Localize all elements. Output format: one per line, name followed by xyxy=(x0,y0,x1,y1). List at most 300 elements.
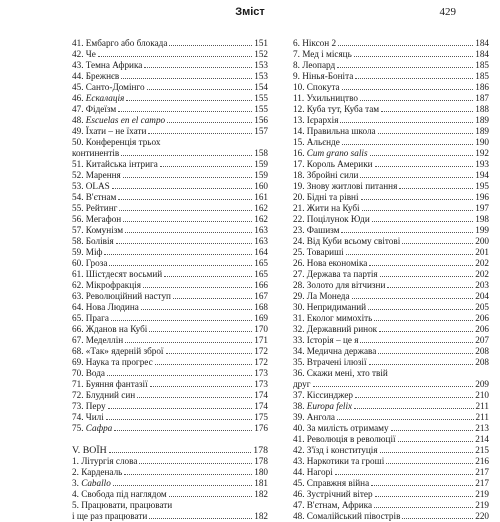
toc-entry[interactable] xyxy=(72,214,268,225)
toc-entry[interactable] xyxy=(293,346,489,357)
toc-entry-page: 205 xyxy=(475,302,489,312)
toc-entry[interactable] xyxy=(72,38,268,49)
toc-entry-page: 210 xyxy=(475,390,489,400)
toc-entry-label: 60. Гроза xyxy=(72,258,108,268)
toc-entry[interactable] xyxy=(293,115,489,126)
toc-entry-label: 7. Мед і місяць xyxy=(293,49,352,59)
toc-leader-dots xyxy=(378,353,473,354)
toc-entry[interactable] xyxy=(72,291,268,302)
toc-entry[interactable] xyxy=(293,258,489,269)
toc-entry[interactable] xyxy=(293,82,489,93)
toc-entry[interactable] xyxy=(72,159,268,170)
toc-entry[interactable] xyxy=(293,412,489,423)
toc-entry-page: 214 xyxy=(475,434,489,444)
toc-entry-page: 189 xyxy=(475,126,489,136)
toc-leader-dots xyxy=(141,309,252,310)
toc-entry-page: 161 xyxy=(254,192,268,202)
toc-entry[interactable] xyxy=(293,445,489,456)
toc-entry-label: 70. Вода xyxy=(72,368,105,378)
toc-entry[interactable] xyxy=(72,302,268,313)
toc-entry[interactable] xyxy=(293,93,489,104)
toc-entry[interactable] xyxy=(72,170,268,181)
toc-entry[interactable] xyxy=(293,49,489,60)
toc-entry[interactable] xyxy=(293,313,489,324)
toc-entry[interactable] xyxy=(293,478,489,489)
toc-entry-page: 196 xyxy=(475,192,489,202)
toc-entry[interactable] xyxy=(72,60,268,71)
toc-entry[interactable] xyxy=(72,137,268,148)
toc-leader-dots xyxy=(361,199,474,200)
toc-entry-label: V. ВОЇН xyxy=(72,445,107,456)
toc-entry-label: 10. Спокута xyxy=(293,82,340,92)
toc-entry[interactable] xyxy=(72,324,268,335)
toc-entry-page: 173 xyxy=(254,379,268,389)
toc-entry-page: 219 xyxy=(475,500,489,510)
toc-entry-label: 21. Жити на Кубі xyxy=(293,203,360,213)
toc-entry[interactable] xyxy=(293,291,489,302)
toc-leader-dots xyxy=(399,188,473,189)
toc-entry-label: 46. Зустрічний вітер xyxy=(293,489,373,499)
toc-entry[interactable] xyxy=(72,335,268,346)
toc-entry[interactable] xyxy=(72,71,268,82)
toc-leader-dots xyxy=(150,386,253,387)
toc-entry[interactable] xyxy=(72,236,268,247)
toc-leader-dots xyxy=(123,221,252,222)
toc-entry-label: 63. Революційний наступ xyxy=(72,291,171,301)
toc-entry-page: 166 xyxy=(254,280,268,290)
toc-entry-page: 164 xyxy=(254,247,268,257)
toc-leader-dots xyxy=(166,353,253,354)
toc-column-right xyxy=(293,38,489,522)
toc-leader-dots xyxy=(118,111,252,112)
toc-entry[interactable] xyxy=(72,511,268,522)
toc-entry-page: 206 xyxy=(475,324,489,334)
toc-entry-page: 155 xyxy=(254,104,268,114)
toc-entry-page: 153 xyxy=(254,71,268,81)
toc-leader-dots xyxy=(173,298,252,299)
toc-leader-dots xyxy=(169,496,253,497)
toc-entry[interactable] xyxy=(293,247,489,258)
toc-leader-dots xyxy=(126,100,252,101)
toc-entry-label: 73. Перу xyxy=(72,401,106,411)
toc-entry-label: континентів xyxy=(72,148,120,158)
toc-leader-dots xyxy=(379,331,473,332)
toc-entry-page: 173 xyxy=(254,368,268,378)
toc-entry-page: 178 xyxy=(254,456,268,466)
toc-entry-label: 2. Карденаль xyxy=(72,467,123,477)
toc-column-left xyxy=(72,38,268,522)
toc-leader-dots xyxy=(169,45,252,46)
toc-leader-dots xyxy=(335,474,473,475)
toc-entry-label: 59. Міф xyxy=(72,247,103,257)
toc-entry-label: 54. В'єтнам xyxy=(72,192,117,202)
toc-entry-page: 174 xyxy=(254,390,268,400)
toc-entry[interactable] xyxy=(293,104,489,115)
toc-entry-label: 15. Альєнде xyxy=(293,137,340,147)
toc-entry-label: 32. Державний ринок xyxy=(293,324,378,334)
toc-leader-dots xyxy=(98,56,252,57)
toc-entry-page: 151 xyxy=(254,38,268,48)
toc-leader-dots xyxy=(164,276,252,277)
toc-leader-dots xyxy=(124,474,252,475)
toc-leader-dots xyxy=(107,375,252,376)
toc-entry-label: 6. Ніксон 2 xyxy=(293,38,337,48)
toc-entry-page: 187 xyxy=(475,93,489,103)
toc-entry-page: 215 xyxy=(475,445,489,455)
toc-entry-label: 26. Нова економіка xyxy=(293,258,368,268)
toc-entry-label: 5. Працювати, працювати xyxy=(72,500,173,510)
toc-entry-page: 158 xyxy=(254,148,268,158)
toc-entry[interactable] xyxy=(293,225,489,236)
toc-entry-label: 27. Держава та партія xyxy=(293,269,378,279)
toc-leader-dots xyxy=(113,485,252,486)
toc-leader-dots xyxy=(149,331,252,332)
toc-entry-page: 180 xyxy=(254,467,268,477)
toc-entry-page: 174 xyxy=(254,401,268,411)
toc-entry-label: 61. Шістдесят восьмий xyxy=(72,269,163,279)
toc-entry-label: 19. Знову житлові питання xyxy=(293,181,398,191)
toc-entry-label: 18. Збройні сили xyxy=(293,170,359,180)
toc-entry-label: 66. Жданов на Кубі xyxy=(72,324,148,334)
toc-leader-dots xyxy=(125,232,252,233)
toc-entry-label: друг xyxy=(293,379,311,389)
toc-entry-label: 43. Наркотики та гроші xyxy=(293,456,385,466)
toc-entry[interactable] xyxy=(72,390,268,401)
toc-entry-page: 153 xyxy=(254,60,268,70)
toc-leader-dots xyxy=(313,386,474,387)
toc-leader-dots xyxy=(109,265,252,266)
toc-leader-dots xyxy=(402,518,473,519)
toc-entry[interactable] xyxy=(293,335,489,346)
toc-entry[interactable] xyxy=(72,258,268,269)
toc-entry[interactable] xyxy=(72,313,268,324)
toc-entry-page: 170 xyxy=(254,324,268,334)
toc-entry[interactable] xyxy=(293,423,489,434)
toc-entry-label: 43. Темна Африка xyxy=(72,60,143,70)
toc-entry[interactable] xyxy=(293,203,489,214)
toc-entry-label: 11. Ухильництво xyxy=(293,93,358,103)
page-number: 429 xyxy=(439,6,456,18)
toc-leader-dots xyxy=(341,232,473,233)
toc-leader-dots xyxy=(340,122,473,123)
toc-leader-dots xyxy=(160,166,252,167)
toc-entry-page: 157 xyxy=(254,126,268,136)
toc-entry-label: 74. Чилі xyxy=(72,412,104,422)
toc-entry[interactable] xyxy=(72,247,268,258)
toc-entry[interactable] xyxy=(293,170,489,181)
toc-leader-dots xyxy=(374,507,473,508)
toc-leader-dots xyxy=(402,243,473,244)
toc-entry[interactable] xyxy=(293,379,489,390)
toc-entry[interactable] xyxy=(293,324,489,335)
toc-entry-label-italic: Ескалація xyxy=(85,93,125,103)
toc-entry-label: 49. Їхати – не їхати xyxy=(72,126,147,136)
toc-leader-dots xyxy=(342,144,473,145)
toc-entry-label: 25. Товариші xyxy=(293,247,344,257)
toc-entry-page: 220 xyxy=(475,511,489,521)
toc-leader-dots xyxy=(144,67,252,68)
toc-entry[interactable] xyxy=(293,137,489,148)
toc-entry-label: 39. Ангола xyxy=(293,412,336,422)
toc-leader-dots xyxy=(143,287,252,288)
toc-entry-page: 182 xyxy=(254,511,268,521)
toc-entry-label: 28. Золото для вітчизни xyxy=(293,280,386,290)
toc-entry-label: 8. Леопард xyxy=(293,60,336,70)
toc-leader-dots xyxy=(371,485,473,486)
toc-entry[interactable] xyxy=(293,148,489,159)
toc-entry[interactable] xyxy=(293,71,489,82)
toc-entry-page: 181 xyxy=(254,478,268,488)
toc-entry-label: 41. Ембарго або блокада xyxy=(72,38,168,48)
toc-leader-dots xyxy=(369,265,473,266)
toc-entry[interactable] xyxy=(72,82,268,93)
toc-entry-page: 159 xyxy=(254,170,268,180)
toc-entry-label: 44. Брежнєв xyxy=(72,71,120,81)
toc-entry-page: 162 xyxy=(254,214,268,224)
toc-leader-dots xyxy=(338,45,473,46)
page-title: Зміст xyxy=(235,6,265,18)
toc-entry[interactable] xyxy=(293,269,489,280)
toc-entry[interactable] xyxy=(72,456,268,467)
toc-entry-label: 31. Еколог мимохіть xyxy=(293,313,373,323)
toc-entry[interactable] xyxy=(72,93,268,104)
toc-entry[interactable] xyxy=(72,126,268,137)
toc-entry-page: 202 xyxy=(475,258,489,268)
toc-entry[interactable] xyxy=(293,390,489,401)
toc-entry-label: 34. Медична держава xyxy=(293,346,377,356)
toc-entry[interactable] xyxy=(293,214,489,225)
toc-leader-dots xyxy=(346,254,473,255)
toc-leader-dots xyxy=(369,364,474,365)
toc-entry[interactable] xyxy=(293,159,489,170)
toc-entry-label: 50. Конференція трьох xyxy=(72,137,161,147)
toc-leader-dots xyxy=(362,210,474,211)
toc-leader-dots xyxy=(355,397,473,398)
toc-entry[interactable] xyxy=(72,489,268,500)
toc-entry-label: 71. Буяння фантазії xyxy=(72,379,148,389)
toc-entry[interactable] xyxy=(293,38,489,49)
toc-entry-label: 40. За милість отримаму xyxy=(293,423,389,433)
toc-entry-label: 72. Блудний син xyxy=(72,390,136,400)
toc-entry-label: 9. Нінья-Боніта xyxy=(293,71,354,81)
toc-entry[interactable] xyxy=(293,511,489,522)
toc-entry-page: 184 xyxy=(475,49,489,59)
toc-entry-page: 168 xyxy=(254,302,268,312)
toc-leader-dots xyxy=(109,452,252,453)
toc-entry[interactable] xyxy=(293,357,489,368)
toc-entry-label: 3. Caballo xyxy=(72,478,111,488)
toc-entry[interactable] xyxy=(293,126,489,137)
toc-entry-label: 23. Фашизм xyxy=(293,225,340,235)
toc-leader-dots xyxy=(354,56,473,57)
toc-leader-dots xyxy=(375,496,474,497)
toc-entry-page: 190 xyxy=(475,137,489,147)
toc-entry-label: 62. Мікрофракція xyxy=(72,280,141,290)
toc-entry-page: 165 xyxy=(254,258,268,268)
toc-entry[interactable] xyxy=(72,412,268,423)
toc-entry-page: 165 xyxy=(254,269,268,279)
toc-leader-dots xyxy=(391,430,474,431)
toc-entry-page: 167 xyxy=(254,291,268,301)
toc-entry-label: 48. Сомалійський півострів xyxy=(293,511,401,521)
toc-entry-page: 198 xyxy=(475,214,489,224)
toc-entry[interactable] xyxy=(72,203,268,214)
toc-leader-dots xyxy=(337,419,474,420)
toc-entry-label: 64. Нова Людина xyxy=(72,302,139,312)
toc-entry-page: 172 xyxy=(254,346,268,356)
toc-entry[interactable] xyxy=(72,346,268,357)
toc-entry-page: 176 xyxy=(254,423,268,433)
toc-entry-page: 201 xyxy=(475,247,489,257)
toc-entry[interactable] xyxy=(293,456,489,467)
toc-entry[interactable] xyxy=(72,478,268,489)
toc-entry-page: 208 xyxy=(475,357,489,367)
toc-entry-label: 44. Нагорі xyxy=(293,467,333,477)
toc-entry-page: 171 xyxy=(254,335,268,345)
toc-entry-page: 160 xyxy=(254,181,268,191)
toc-entry[interactable] xyxy=(293,401,489,412)
toc-entry[interactable] xyxy=(72,467,268,478)
toc-entry-page: 156 xyxy=(254,115,268,125)
toc-entry-page: 197 xyxy=(475,203,489,213)
toc-entry-page: 195 xyxy=(475,181,489,191)
toc-entry[interactable] xyxy=(72,357,268,368)
toc-entry-page: 192 xyxy=(475,148,489,158)
toc-entry-label: 1. Літургія слова xyxy=(72,456,138,466)
toc-entry-label: 47. В'єтнам, Африка xyxy=(293,500,373,510)
toc-entry-page: 172 xyxy=(254,357,268,367)
toc-entry-label: 35. Втрачені ілюзії xyxy=(293,357,367,367)
toc-entry-page: 152 xyxy=(254,49,268,59)
toc-leader-dots xyxy=(374,320,473,321)
toc-entry-page: 188 xyxy=(475,104,489,114)
toc-entry[interactable] xyxy=(293,60,489,71)
toc-entry-label-italic: Сафра xyxy=(85,423,113,433)
toc-entry[interactable] xyxy=(72,500,268,511)
toc-leader-dots xyxy=(387,287,473,288)
toc-entry-label: 24. Від Куби всьому світові xyxy=(293,236,401,246)
toc-entry[interactable] xyxy=(72,423,268,434)
toc-entry[interactable] xyxy=(293,181,489,192)
toc-entry[interactable] xyxy=(293,280,489,291)
toc-leader-dots xyxy=(148,133,252,134)
toc-entry-label: 22. Поцілунок Юди xyxy=(293,214,370,224)
toc-leader-dots xyxy=(342,89,474,90)
toc-leader-dots xyxy=(360,100,473,101)
toc-entry-label: 68. «Так» ядерній зброї xyxy=(72,346,164,356)
toc-entry[interactable] xyxy=(72,115,268,126)
toc-entry-page: 185 xyxy=(475,71,489,81)
toc-leader-dots xyxy=(118,199,252,200)
toc-entry-label: 46. Ескалація xyxy=(72,93,125,103)
toc-entry-label: 51. Китайська інтрига xyxy=(72,159,158,169)
toc-entry[interactable] xyxy=(72,148,268,159)
toc-entry[interactable] xyxy=(293,434,489,445)
page-header xyxy=(0,6,500,22)
toc-entry-label: 37. Кіссинджер xyxy=(293,390,354,400)
toc-entry[interactable] xyxy=(293,302,489,313)
toc-entry-label: 30. Непридиманий xyxy=(293,302,367,312)
toc-leader-dots xyxy=(116,243,252,244)
toc-entry-label: 17. Король Америки xyxy=(293,159,373,169)
toc-entry-page: 194 xyxy=(475,170,489,180)
toc-leader-dots xyxy=(155,364,253,365)
toc-leader-dots xyxy=(378,133,474,134)
toc-entry[interactable] xyxy=(72,192,268,203)
toc-entry[interactable] xyxy=(72,269,268,280)
toc-entry[interactable] xyxy=(293,500,489,511)
toc-leader-dots xyxy=(137,397,252,398)
toc-entry[interactable] xyxy=(293,236,489,247)
toc-entry[interactable] xyxy=(293,192,489,203)
toc-entry[interactable] xyxy=(293,368,489,379)
toc-entry-page: 217 xyxy=(475,467,489,477)
toc-entry[interactable] xyxy=(72,49,268,60)
toc-entry-page: 207 xyxy=(475,335,489,345)
toc-entry-page: 216 xyxy=(475,456,489,466)
toc-leader-dots xyxy=(381,111,473,112)
toc-entry[interactable] xyxy=(72,225,268,236)
toc-entry-label: 12. Куба тут, Куба там xyxy=(293,104,380,114)
toc-leader-dots xyxy=(375,166,474,167)
toc-entry-label: 47. Фідеїзм xyxy=(72,104,117,114)
toc-leader-dots xyxy=(354,408,473,409)
toc-entry[interactable] xyxy=(72,368,268,379)
toc-entry-label: 42. З'їзд і конституція xyxy=(293,445,378,455)
toc-entry-page: 203 xyxy=(475,280,489,290)
toc-entry-page: 217 xyxy=(475,478,489,488)
toc-entry-page: 219 xyxy=(475,489,489,499)
toc-entry-label: 48. Escuelas en el campo xyxy=(72,115,166,125)
toc-section-heading[interactable] xyxy=(72,445,268,456)
toc-entry-page: 186 xyxy=(475,82,489,92)
toc-leader-dots xyxy=(355,78,473,79)
toc-leader-dots xyxy=(368,309,473,310)
toc-entry-label: 52. Марення xyxy=(72,170,121,180)
toc-entry-label: 4. Свобода під наглядом xyxy=(72,489,167,499)
toc-leader-dots xyxy=(147,89,253,90)
toc-entry-label-italic: Escuelas en el campo xyxy=(85,115,166,125)
toc-entry-label: 57. Комунізм xyxy=(72,225,124,235)
toc-entry[interactable] xyxy=(72,181,268,192)
toc-entry-page: 209 xyxy=(475,379,489,389)
toc-entry-page: 189 xyxy=(475,115,489,125)
toc-leader-dots xyxy=(139,463,252,464)
toc-entry-label: 56. Мегафон xyxy=(72,214,122,224)
toc-entry[interactable] xyxy=(72,379,268,390)
toc-entry-page: 163 xyxy=(254,225,268,235)
toc-entry-label-italic: Cum grano salis xyxy=(306,148,368,158)
toc-leader-dots xyxy=(372,221,473,222)
toc-entry[interactable] xyxy=(293,489,489,500)
toc-entry-page: 185 xyxy=(475,60,489,70)
toc-entry[interactable] xyxy=(72,280,268,291)
toc-entry-label: 33. Історія – це я xyxy=(293,335,359,345)
toc-entry-label-italic: Europa felix xyxy=(306,401,353,411)
toc-entry-label: 75. Сафра xyxy=(72,423,113,433)
toc-leader-dots xyxy=(352,298,474,299)
toc-gap xyxy=(72,434,268,445)
toc-entry-label: і ще раз працювати xyxy=(72,511,148,521)
toc-entry[interactable] xyxy=(293,467,489,478)
toc-entry[interactable] xyxy=(72,401,268,412)
toc-entry-page: 211 xyxy=(475,412,489,422)
toc-entry-label: 65. Прага xyxy=(72,313,109,323)
toc-entry-page: 154 xyxy=(254,82,268,92)
toc-entry[interactable] xyxy=(72,104,268,115)
toc-leader-dots xyxy=(123,177,252,178)
toc-leader-dots xyxy=(167,122,252,123)
